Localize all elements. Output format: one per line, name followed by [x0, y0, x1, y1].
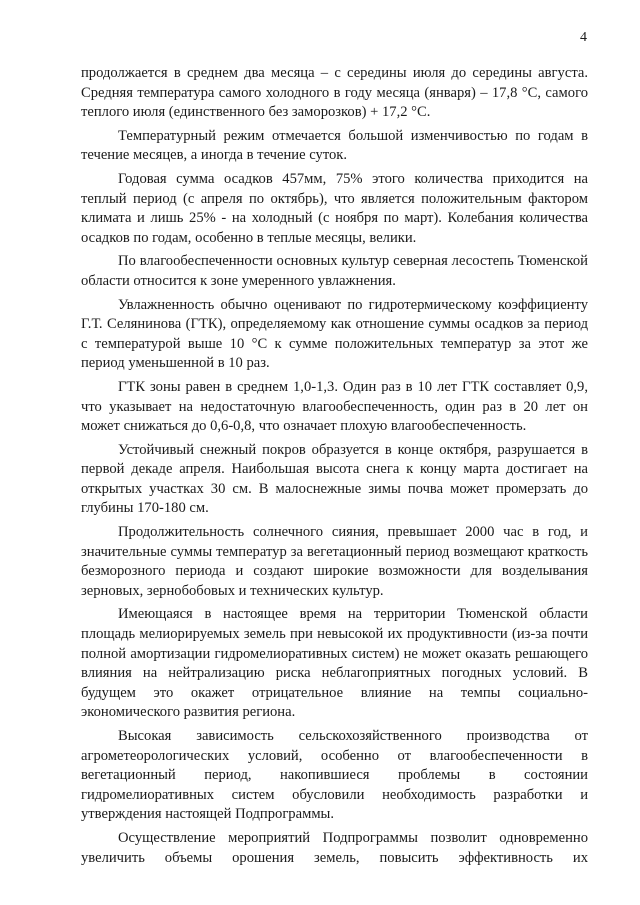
- page-number: 4: [580, 30, 587, 45]
- paragraph-htc-definition: Увлажненность обычно оценивают по гидротермическому коэффициенту Г.Т. Селянинова (ГТК), определяемому как отношение суммы осадков за период с температурой выше 10 °С к сумме положительных температур за этот же период уменьшенной в 10 раз.: [81, 296, 588, 372]
- paragraph-subprogram-measures: Осуществление мероприятий Подпрограммы позволит одновременно увеличить объемы орошения земель, повысить эффективность их: [81, 829, 588, 866]
- paragraph-sunshine: Продолжительность солнечного сияния, превышает 2000 час в год, и значительные суммы температур за вегетационный период возмещают краткость безморозного периода и создают широкие возможности для возделывания зерновых, зернобобовых и технических культур.: [81, 524, 588, 599]
- body-text: [81, 64, 588, 872]
- paragraph-moisture-zone: По влагообеспеченности основных культур северная лесостепь Тюменской области относится к зоне умеренного увлажнения.: [81, 253, 588, 289]
- paragraph-temperature-regime: Температурный режим отмечается большой изменчивостью по годам в течение месяцев, а иногда в течение суток.: [81, 127, 588, 164]
- paragraph-snow-cover: Устойчивый снежный покров образуется в конце октября, разрушается в первой декаде апреля. Наибольшая высота снега к концу марта достигает на открытых участках 30 см. В малоснежные зимы почва может промерзать до глубины 170-180 см.: [81, 441, 588, 517]
- paragraph-climate-continuation: продолжается в среднем два месяца – с середины июля до середины августа. Средняя температура самого холодного в году месяца (января) – 17,8 °С, самого теплого июля (единственного без заморозков) + 17,2 °С.: [81, 65, 588, 121]
- paragraph-subprogram-need: Высокая зависимость сельскохозяйственного производства от агрометеорологических условий, особенно от влагообеспеченности в вегетационный период, накопившиеся проблемы в состоянии гидромелиоративных систем обусловили необходимость разработки и утверждения настоящей Подпрограммы.: [81, 728, 588, 823]
- paragraph-htc-values: ГТК зоны равен в среднем 1,0-1,3. Один раз в 10 лет ГТК составляет 0,9, что указывает на недостаточную влагообеспеченность, один раз в 20 лет он может снижаться до 0,6-0,8, что означает плохую влагообеспеченность.: [81, 378, 588, 435]
- paragraph-irrigated-land: Имеющаяся в настоящее время на территории Тюменской области площадь мелиорируемых земель при невысокой их продуктивности (из-за почти полной амортизации гидромелиоративных систем) не может оказать решающего влияния на нейтрализацию риска неблагоприятных погодных условий. В будущем это окажет отрицательное влияние на темпы социально-экономического развития региона.: [81, 606, 588, 721]
- paragraph-annual-precipitation: Годовая сумма осадков 457мм, 75% этого количества приходится на теплый период (с апреля по октябрь), что является положительным фактором климата и лишь 25% - на холодный (с ноября по март). Колебания количества осадков по годам, особенно в теплые месяцы, велики.: [81, 170, 588, 246]
